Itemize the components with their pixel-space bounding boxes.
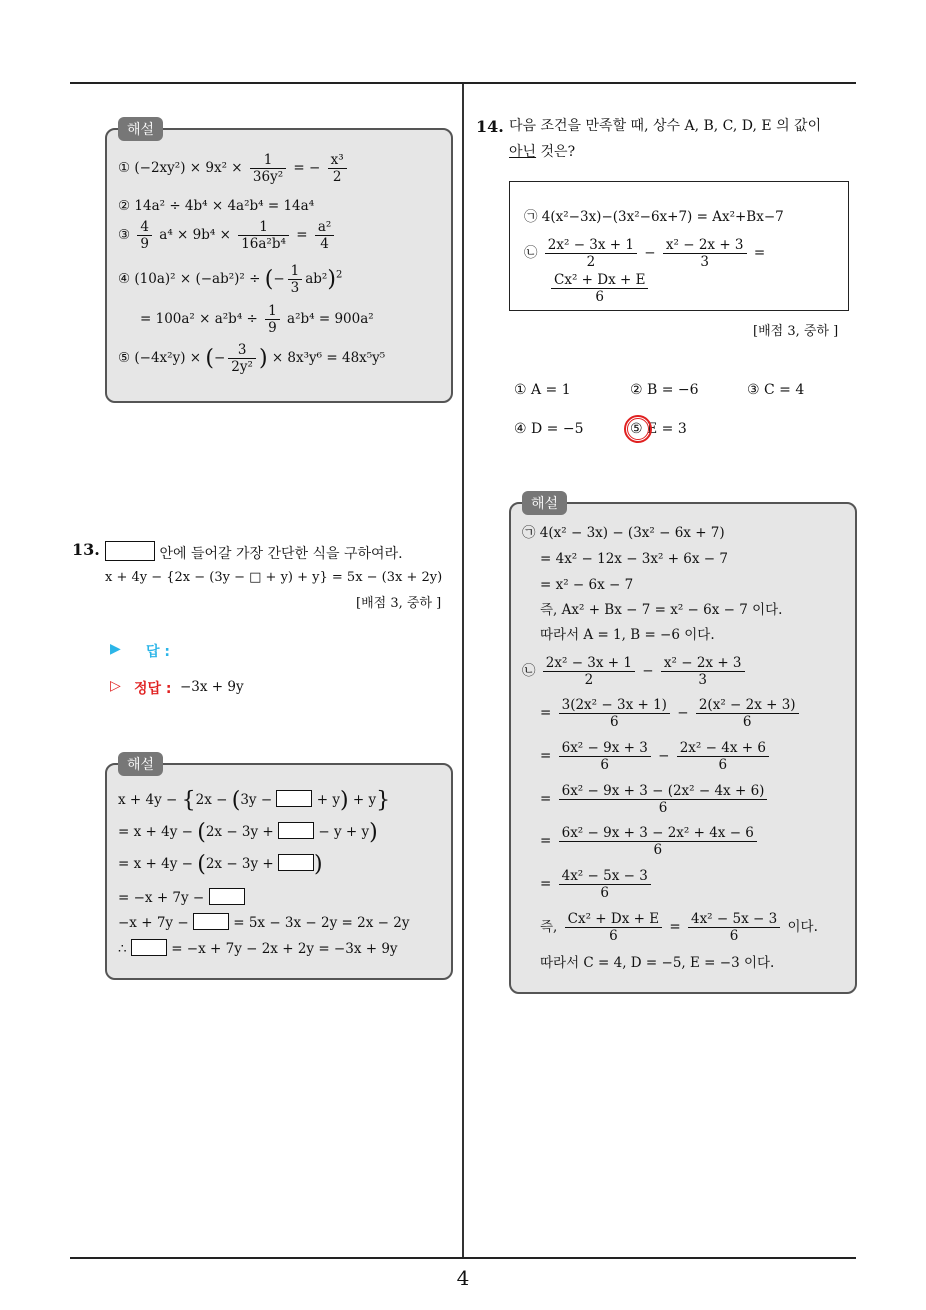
q12-solution-tag: 해설 [118, 117, 163, 141]
fraction: $\frac{\text{2x² − 3x + 1}}{2}$ [543, 655, 635, 688]
q14-choice-2[interactable]: ② B = −6 [630, 382, 699, 398]
q12-solution-line-1: ① (−2xy²) × 9x² × $\frac{1}{\text{36y²}}$ = − $\frac{\text{x³}}{2}$ [118, 152, 350, 185]
q13-number: 13. [72, 540, 100, 559]
fraction: $\frac{\text{2x² − 3x + 1}}{2}$ [545, 237, 637, 270]
fraction: $\frac{1}{\text{36y²}}$ [250, 152, 286, 185]
q14-solution-line: = $\frac{\text{6x² − 9x + 3}}{6}$ − $\frac{\text{2x² − 4x + 6}}{6}$ [540, 740, 772, 773]
q13-solution-tag: 해설 [118, 752, 163, 776]
q14-condition-1: ㉠ 4(x²−3x)−(3x²−6x+7) = Ax²+Bx−7 [524, 209, 784, 225]
q13-solution-line-3: = x + 4y − (2x − 3y + ) [118, 852, 323, 877]
fraction: $\frac{\text{6x² − 9x + 3 − 2x² + 4x − 6}}{6}$ [559, 825, 757, 858]
correct-arrow-icon: ▷ [110, 678, 121, 694]
q14-solution-line: = $\frac{\text{3(2x² − 3x + 1)}}{6}$ − $\frac{\text{2(x² − 2x + 3)}}{6}$ [540, 697, 802, 730]
q13-correct-value: −3x + 9y [180, 679, 244, 695]
q13-answer-label: 답 : [146, 644, 170, 660]
q12-solution-line-5: = 100a² × a²b⁴ ÷ $\frac{1}{9}$ a²b⁴ = 900a² [140, 303, 374, 337]
q14-solution-line: 따라서 C = 4, D = −5, E = −3 이다. [540, 955, 775, 971]
selected-answer-circle-icon [627, 418, 649, 440]
q14-number: 14. [476, 117, 504, 136]
q13-question: 안에 들어갈 가장 간단한 식을 구하여라. [105, 541, 403, 563]
fraction: $\frac{4}{9}$ [137, 219, 152, 252]
fraction: $\frac{\text{a²}}{4}$ [315, 219, 334, 252]
q13-solution-line-6: ∴ = −x + 7y − 2x + 2y = −3x + 9y [118, 941, 398, 957]
fraction: $\frac{\text{x³}}{2}$ [328, 152, 347, 185]
q12-solution-line-6: ⑤ (−4x²y) × (− $\frac{3}{\text{2y²}}$ ) × 8x³y⁶ = 48x⁵y⁵ [118, 342, 386, 376]
column-divider [462, 84, 464, 1258]
q12-solution-line-2: ② 14a² ÷ 4b⁴ × 4a²b⁴ = 14a⁴ [118, 198, 315, 214]
bottom-rule [70, 1257, 856, 1259]
blank-box-icon [278, 822, 314, 839]
q14-condition-2: ㉡ $\frac{\text{2x² − 3x + 1}}{2}$ − $\frac{\text{x² − 2x + 3}}{3}$ = [524, 237, 766, 271]
q13-solution-line-5: −x + 7y − = 5x − 3x − 2y = 2x − 2y [118, 915, 410, 931]
q14-solution-line: ㉡ $\frac{\text{2x² − 3x + 1}}{2}$ − $\frac{\text{x² − 2x + 3}}{3}$ [522, 655, 748, 688]
blank-box-icon [193, 913, 229, 930]
fraction: $\frac{3}{\text{2y²}}$ [228, 342, 256, 375]
q14-choice-3[interactable]: ③ C = 4 [747, 382, 805, 398]
q13-solution-line-1: x + 4y − {2x − (3y − + y) + y} [118, 788, 391, 813]
q14-solution-line: = $\frac{\text{4x² − 5x − 3}}{6}$ [540, 868, 654, 901]
q13-correct-label: 정답 : [134, 681, 172, 697]
q14-solution-line: = $\frac{\text{6x² − 9x + 3 − (2x² − 4x + 6)}}{6}$ [540, 783, 770, 816]
fraction: $\frac{1}{9}$ [265, 303, 280, 336]
q14-question-line-2: 아닌 것은? [509, 144, 576, 160]
fraction: $\frac{\text{x² − 2x + 3}}{3}$ [663, 237, 747, 270]
fraction: $\frac{\text{4x² − 5x − 3}}{6}$ [688, 911, 780, 944]
q14-solution-line: 즉, Ax² + Bx − 7 = x² − 6x − 7 이다. [540, 602, 783, 618]
q14-solution-line: = x² − 6x − 7 [540, 577, 634, 593]
q13-solution-line-4: = −x + 7y − [118, 888, 245, 907]
fraction: $\frac{1}{3}$ [288, 263, 303, 296]
fraction: $\frac{\text{x² − 2x + 3}}{3}$ [661, 655, 745, 688]
q14-score: [배점 3, 중하 ] [753, 324, 839, 339]
q13-expression: x + 4y − {2x − (3y − □ + y) + y} = 5x − (3x + 2y) [105, 570, 443, 585]
q14-solution-tag: 해설 [522, 491, 567, 515]
q14-choice-5[interactable]: ⑤ E = 3 [630, 421, 687, 437]
q13-score: [배점 3, 중하 ] [356, 596, 442, 611]
fraction: $\frac{\text{Cx² + Dx + E}}{6}$ [565, 911, 662, 944]
answer-arrow-icon: ▶ [110, 641, 121, 657]
fraction: $\frac{\text{6x² − 9x + 3 − (2x² − 4x + 6)}}{6}$ [559, 783, 768, 816]
q13-solution-line-2: = x + 4y − (2x − 3y + − y + y) [118, 820, 378, 845]
blank-box-icon [131, 939, 167, 956]
blank-box-icon [209, 888, 245, 905]
q14-solution-line: 따라서 A = 1, B = −6 이다. [540, 627, 715, 643]
q14-condition-2-continued [548, 272, 651, 305]
fraction: $\frac{\text{6x² − 9x + 3}}{6}$ [559, 740, 651, 773]
q14-choice-1[interactable]: ① A = 1 [514, 382, 571, 398]
fraction: $\frac{1}{\text{16a²b⁴}}$ [238, 219, 289, 252]
fraction: $\frac{\text{2x² − 4x + 6}}{6}$ [677, 740, 769, 773]
q14-solution-line: = $\frac{\text{6x² − 9x + 3 − 2x² + 4x − 6}}{6}$ [540, 825, 760, 858]
blank-box-icon [278, 854, 314, 871]
fraction: $\frac{\text{2(x² − 2x + 3)}}{6}$ [696, 697, 799, 730]
blank-box-icon [276, 790, 312, 807]
blank-box-icon [105, 541, 155, 561]
fraction: $\frac{\text{3(2x² − 3x + 1)}}{6}$ [559, 697, 670, 730]
q14-question-line-1: 다음 조건을 만족할 때, 상수 A, B, C, D, E 의 값이 [509, 118, 822, 134]
q14-choice-4[interactable]: ④ D = −5 [514, 421, 584, 437]
fraction: $\frac{\text{4x² − 5x − 3}}{6}$ [559, 868, 651, 901]
q14-solution-line: 즉, $\frac{\text{Cx² + Dx + E}}{6}$ = $\frac{\text{4x² − 5x − 3}}{6}$ 이다. [540, 911, 818, 945]
page-number: 4 [456, 1266, 470, 1290]
q12-solution-line-4: ④ (10a)² × (−ab²)² ÷ (− $\frac{1}{3}$ ab²)$^2$ [118, 263, 343, 297]
q12-solution-line-3: ③ $\frac{4}{9}$ a⁴ × 9b⁴ × $\frac{1}{\text{16a²b⁴}}$ = $\frac{\text{a²}}{4}$ [118, 219, 337, 252]
fraction: $\frac{\text{Cx² + Dx + E}}{6}$ [551, 272, 648, 305]
q14-solution-line: = 4x² − 12x − 3x² + 6x − 7 [540, 551, 728, 567]
q14-solution-line: ㉠ 4(x² − 3x) − (3x² − 6x + 7) [522, 525, 725, 541]
